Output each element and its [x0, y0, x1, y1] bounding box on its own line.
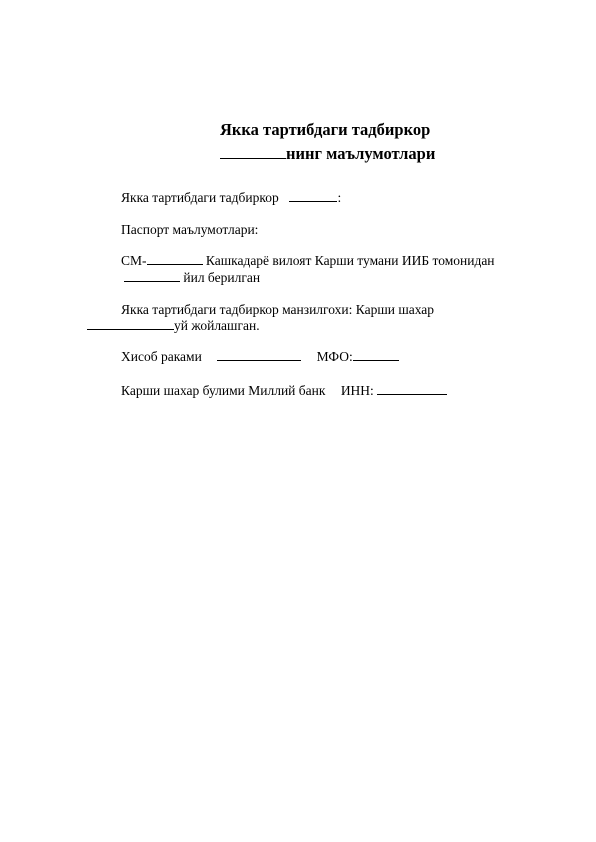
title-line-2-text: нинг маълумотлари [286, 144, 436, 163]
bank-label: Карши шахар булими Миллий банк [121, 383, 326, 398]
address-line [87, 318, 260, 334]
entrepreneur-label: Якка тартибдаги тадбиркор [121, 190, 279, 205]
address-suffix: уй жойлашган. [174, 318, 260, 333]
title-line-2 [220, 142, 435, 166]
document-title [220, 118, 435, 166]
entrepreneur-colon: : [337, 190, 342, 205]
inn-blank[interactable] [377, 383, 447, 395]
account-label: Хисоб раками [121, 349, 202, 364]
passport-date-line [124, 270, 260, 286]
passport-label: Паспорт маълумотлари: [121, 222, 259, 237]
passport-issued-suffix: йил берилган [183, 270, 261, 285]
mfo-blank[interactable] [353, 349, 399, 361]
account-number-blank[interactable] [217, 349, 301, 361]
address-blank[interactable] [87, 318, 174, 330]
mfo-label: МФО: [316, 349, 353, 364]
passport-line [121, 253, 495, 269]
passport-number-blank[interactable] [147, 253, 203, 265]
entrepreneur-line [121, 190, 341, 206]
bank-line [121, 383, 447, 399]
passport-date-blank[interactable] [124, 270, 180, 282]
address-label: Якка тартибдаги тадбиркор манзилгохи: Карши шахар [121, 302, 435, 317]
title-name-blank[interactable] [220, 147, 286, 159]
inn-label: ИНН: [340, 383, 374, 398]
title-line-1: Якка тартибдаги тадбиркор [220, 120, 431, 139]
passport-prefix: СМ- [121, 253, 147, 268]
passport-issuer: Кашкадарё вилоят Карши тумани ИИБ томонидан [205, 253, 495, 268]
account-line [121, 349, 399, 365]
entrepreneur-name-blank[interactable] [289, 190, 337, 202]
